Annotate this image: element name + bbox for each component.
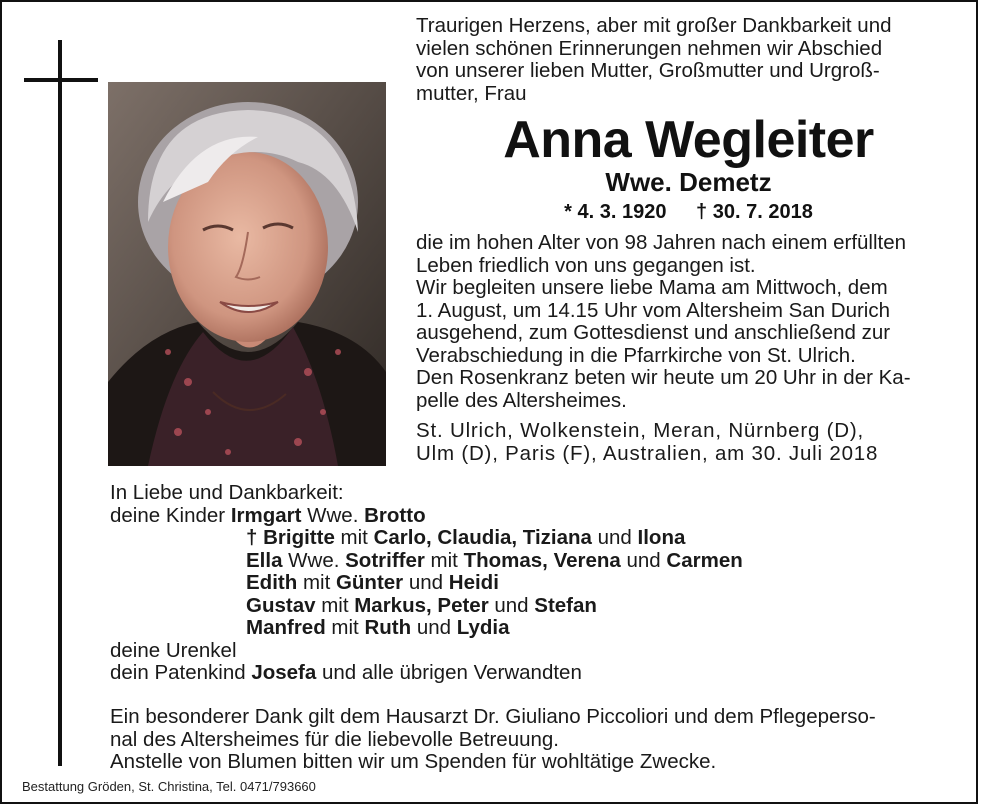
birth-date: * 4. 3. 1920 — [564, 201, 667, 223]
intro-text — [416, 15, 961, 105]
child-surname: Sotriffer — [345, 548, 425, 572]
portrait-photo — [108, 82, 386, 466]
child-name: † Brigitte — [246, 526, 335, 549]
places-line: Ulm (D), Paris (F), Australien, am 30. Juli 2018 — [416, 441, 879, 465]
thanks-line: Anstelle von Blumen bitten wir um Spenden für wohltätige Zwecke. — [110, 750, 717, 773]
child-name: Ella — [246, 548, 283, 572]
grandchildren: Ilona — [637, 526, 686, 549]
family-row — [110, 505, 970, 528]
child-name: Gustav — [246, 593, 316, 617]
body-line: die im hohen Alter von 98 Jahren nach einem erfüllten — [416, 231, 907, 254]
death-date: † 30. 7. 2018 — [696, 201, 813, 223]
funeral-home-footer: Bestattung Gröden, St. Christina, Tel. 0471/793660 — [22, 779, 316, 794]
text-fragment: mit — [424, 548, 464, 572]
family-heading: In Liebe und Dankbarkeit: — [110, 481, 344, 504]
body-line: Wir begleiten unsere liebe Mama am Mittwoch, dem — [416, 276, 888, 299]
grandchildren: Carmen — [666, 548, 743, 572]
places-date — [416, 420, 961, 465]
places-line: St. Ulrich, Wolkenstein, Meran, Nürnberg (D), — [416, 419, 865, 442]
family-list — [110, 482, 970, 685]
grandchildren: Markus, Peter — [354, 593, 489, 617]
deceased-subtitle: Wwe. Demetz — [605, 167, 772, 197]
intro-line: mutter, Frau — [416, 81, 527, 105]
family-row — [110, 527, 970, 550]
family-row — [110, 572, 970, 595]
thanks-line: Ein besonderer Dank gilt dem Hausarzt Dr. Giuliano Piccoliori und dem Pflegeperso- — [110, 705, 876, 728]
intro-line: vielen schönen Erinnerungen nehmen wir Abschied — [416, 36, 883, 60]
cross-icon-horizontal — [24, 78, 98, 82]
text-fragment: dein Patenkind — [110, 661, 252, 684]
cross-icon-vertical — [58, 40, 62, 766]
body-line: pelle des Altersheimes. — [416, 388, 627, 412]
great-grandchildren: deine Urenkel — [110, 638, 237, 662]
body-line: 1. August, um 14.15 Uhr vom Altersheim San Durich — [416, 298, 891, 322]
grandchildren: Günter — [335, 571, 404, 594]
children-prefix: deine Kinder — [110, 503, 231, 527]
intro-line: Traurigen Herzens, aber mit großer Dankbarkeit und — [416, 14, 892, 37]
announcement-body — [416, 232, 961, 412]
text-fragment: Wwe. — [282, 548, 346, 572]
child-name: Manfred — [246, 616, 326, 639]
text-fragment: und — [591, 526, 638, 549]
thanks-section — [110, 706, 970, 774]
body-line: Den Rosenkranz beten wir heute um 20 Uhr in der Ka- — [416, 366, 911, 389]
life-dates — [416, 200, 961, 224]
child-surname: Brotto — [364, 503, 426, 527]
text-fragment: und — [411, 616, 457, 639]
grandchildren: Ruth — [364, 616, 412, 639]
body-line: Verabschiedung in die Pfarrkirche von St. Ulrich. — [416, 343, 856, 367]
grandchildren: Thomas, Verena — [463, 548, 621, 572]
body-line: ausgehend, zum Gottesdienst und anschließend zur — [416, 321, 891, 344]
thanks-line: nal des Altersheimes für die liebevolle Betreuung. — [110, 727, 559, 751]
deceased-name: Anna Wegleiter — [503, 111, 874, 169]
family-row — [110, 595, 970, 618]
family-row — [110, 617, 970, 640]
godchild-row — [110, 662, 970, 685]
family-row — [110, 550, 970, 573]
body-line: Leben friedlich von uns gegangen ist. — [416, 253, 756, 277]
grandchildren: Lydia — [456, 616, 510, 639]
text-fragment: und — [620, 548, 667, 572]
grandchildren: Carlo, Claudia, Tiziana — [373, 526, 592, 549]
text-fragment: und — [403, 571, 449, 594]
child-name: Edith — [246, 571, 298, 594]
intro-line: von unserer lieben Mutter, Großmutter und Urgroß- — [416, 59, 880, 82]
grandchildren: Stefan — [534, 593, 597, 617]
text-fragment: mit — [297, 571, 336, 594]
text-fragment: mit — [325, 616, 365, 639]
text-fragment: mit — [334, 526, 374, 549]
child-name: Irmgart — [230, 503, 302, 527]
text-fragment: und — [488, 593, 535, 617]
grandchildren: Heidi — [448, 571, 499, 594]
text-fragment: Wwe. — [301, 503, 365, 527]
text-fragment: mit — [315, 593, 355, 617]
godchild-name: Josefa — [251, 661, 317, 684]
text-fragment: und alle übrigen Verwandten — [316, 661, 582, 684]
